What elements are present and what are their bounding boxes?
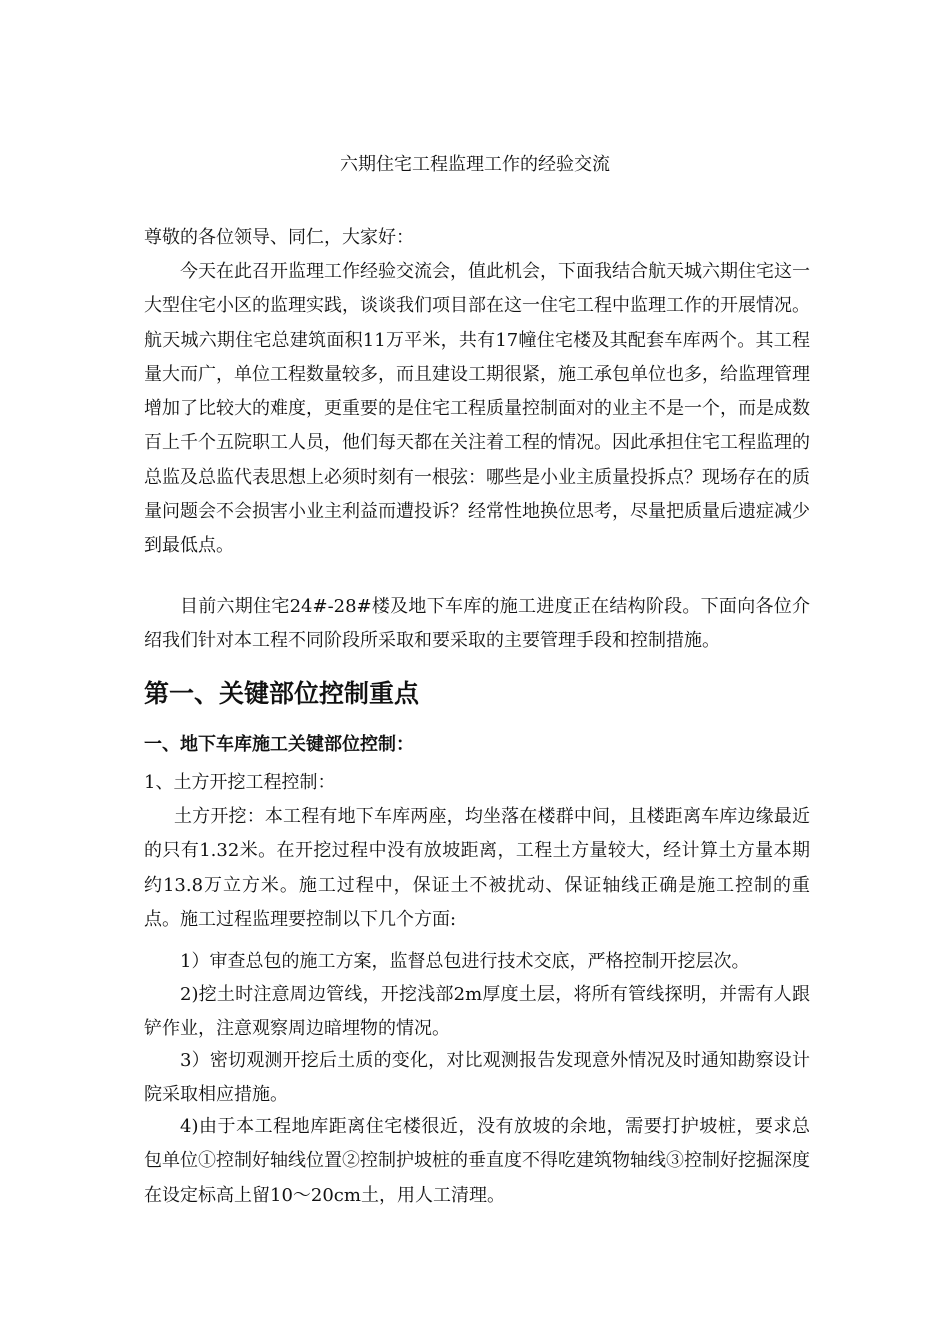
intro-paragraph: 今天在此召开监理工作经验交流会，值此机会，下面我结合航天城六期住宅这一大型住宅小区的监理实践，谈谈我们项目部在这一住宅工程中监理工作的开展情况。航天城六期住宅总建筑面积11万平米，共有17幢住宅楼及其配套车库两个。其工程量大而广，单位工程数量较多，而且建设工期很紧，施工承包单位也多，给监理管理增加了比较大的难度，更重要的是住宅工程质量控制面对的业主不是一个，而是成数百上千个五院职工人员，他们每天都在关注着工程的情况。因此承担住宅工程监理的总监及总监代表思想上必须时刻有一根弦：哪些是小业主质量投拆点？现场存在的质量问题会不会损害小业主利益而遭投诉？经常性地换位思考，尽量把质量后遗症减少到最低点。 <box>144 261 810 557</box>
item-heading: 1、土方开挖工程控制： <box>144 772 336 793</box>
subsection-heading: 一、地下车库施工关键部位控制： <box>144 734 414 755</box>
point-item: 3）密切观测开挖后土质的变化，对比观测报告发现意外情况及时通知勘察设计院采取相应措施。 <box>144 1050 810 1106</box>
earthwork-paragraph: 土方开挖：本工程有地下车库两座，均坐落在楼群中间，且楼距离车库边缘最近的只有1.32米。在开挖过程中没有放坡距离，工程土方量较大，经计算土方量本期约13.8万立方米。施工过程中，保证土不被扰动、保证轴线正确是施工控制的重点。施工过程监理要控制以下几个方面: <box>144 806 810 930</box>
document-title: 六期住宅工程监理工作的经验交流 <box>340 154 610 175</box>
greeting: 尊敬的各位领导、同仁，大家好： <box>144 227 414 248</box>
point-item: 4)由于本工程地库距离住宅楼很近，没有放坡的余地，需要打护坡桩，要求总包单位①控制好轴线位置②控制护坡桩的垂直度不得吃建筑物轴线③控制好挖掘深度在设定标高上留10～20cm土，用人工清理。 <box>144 1116 810 1206</box>
section-heading: 第一、关键部位控制重点 <box>144 679 420 708</box>
point-item: 1）审查总包的施工方案，监督总包进行技术交底，严格控制开挖层次。 <box>180 951 750 972</box>
progress-paragraph: 目前六期住宅24#-28#楼及地下车库的施工进度正在结构阶段。下面向各位介绍我们针对本工程不同阶段所采取和要采取的主要管理手段和控制措施。 <box>144 596 810 652</box>
point-item: 2)挖土时注意周边管线，开挖浅部2m厚度土层，将所有管线探明，并需有人跟铲作业，注意观察周边暗埋物的情况。 <box>144 984 810 1040</box>
